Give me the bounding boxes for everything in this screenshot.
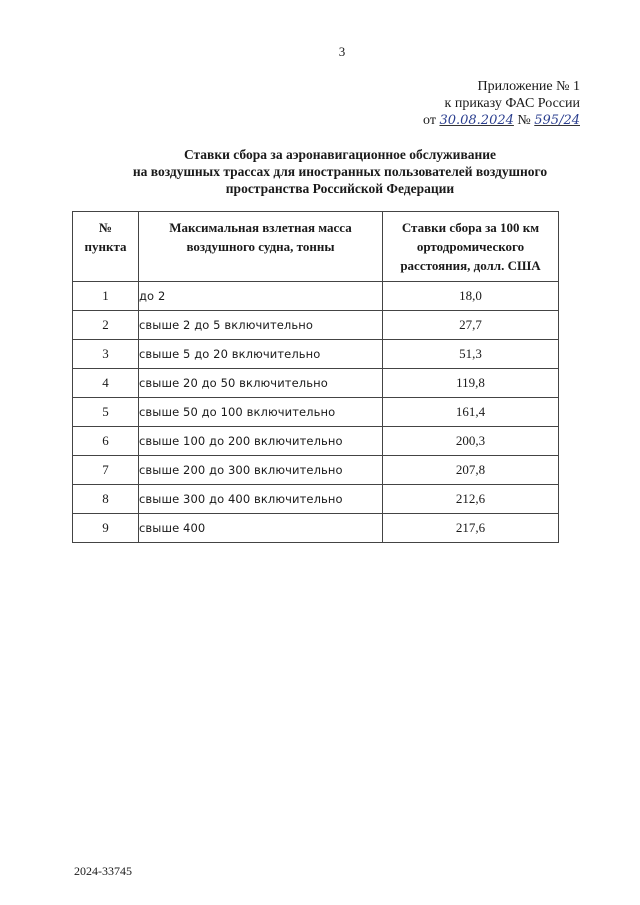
row-rate: 51,3 xyxy=(383,340,559,369)
row-mass: свыше 300 до 400 включительно xyxy=(139,485,383,514)
title-line-1: Ставки сбора за аэронавигационное обслуживание xyxy=(183,147,497,162)
row-rate: 119,8 xyxy=(383,369,559,398)
row-rate: 212,6 xyxy=(383,485,559,514)
row-mass: свыше 100 до 200 включительно xyxy=(139,427,383,456)
row-number: 2 xyxy=(73,311,139,340)
table-row xyxy=(73,369,559,398)
row-mass: свыше 2 до 5 включительно xyxy=(139,311,383,340)
row-number: 9 xyxy=(73,514,139,543)
row-number: 6 xyxy=(73,427,139,456)
header-item-number-line2: пункта xyxy=(84,239,127,254)
table-header-row xyxy=(73,212,559,282)
table-row xyxy=(73,514,559,543)
appendix-date-prefix: от xyxy=(423,113,436,128)
header-item-number xyxy=(73,212,139,282)
header-rate xyxy=(383,212,559,282)
table-row xyxy=(73,398,559,427)
appendix-block xyxy=(423,78,580,129)
row-number: 3 xyxy=(73,340,139,369)
appendix-order-ref: к приказу ФАС России xyxy=(444,96,580,111)
row-rate: 18,0 xyxy=(383,282,559,311)
appendix-number: 595/24 xyxy=(534,113,580,128)
table-row xyxy=(73,456,559,485)
table-row xyxy=(73,485,559,514)
row-rate: 161,4 xyxy=(383,398,559,427)
title-line-2: на воздушных трассах для иностранных пользователей воздушного xyxy=(132,164,548,179)
document-registration-id: 2024-33745 xyxy=(74,864,132,878)
row-number: 5 xyxy=(73,398,139,427)
row-mass: до 2 xyxy=(139,282,383,311)
document-title xyxy=(60,146,620,197)
header-item-number-line1: № xyxy=(98,220,113,235)
header-mass-line1: Максимальная взлетная масса xyxy=(169,220,352,235)
table-row xyxy=(73,340,559,369)
appendix-title: Приложение № 1 xyxy=(477,79,580,94)
row-mass: свыше 20 до 50 включительно xyxy=(139,369,383,398)
appendix-date: 30.08.2024 xyxy=(439,113,514,128)
header-rate-line1: Ставки сбора за 100 км xyxy=(401,220,540,235)
table-row xyxy=(73,311,559,340)
row-mass: свыше 400 xyxy=(139,514,383,543)
table-row xyxy=(73,282,559,311)
header-max-takeoff-mass xyxy=(139,212,383,282)
row-mass: свыше 5 до 20 включительно xyxy=(139,340,383,369)
page-number: 3 xyxy=(338,44,346,59)
row-mass: свыше 200 до 300 включительно xyxy=(139,456,383,485)
appendix-number-sign: № xyxy=(517,113,531,128)
row-number: 1 xyxy=(73,282,139,311)
table-row xyxy=(73,427,559,456)
row-rate: 217,6 xyxy=(383,514,559,543)
title-line-3: пространства Российской Федерации xyxy=(225,181,455,196)
row-rate: 200,3 xyxy=(383,427,559,456)
rates-table xyxy=(72,211,559,543)
row-number: 7 xyxy=(73,456,139,485)
row-number: 8 xyxy=(73,485,139,514)
row-number: 4 xyxy=(73,369,139,398)
row-mass: свыше 50 до 100 включительно xyxy=(139,398,383,427)
appendix-date-line xyxy=(423,112,580,129)
row-rate: 207,8 xyxy=(383,456,559,485)
header-rate-line2: ортодромического xyxy=(416,239,525,254)
header-mass-line2: воздушного судна, тонны xyxy=(186,239,335,254)
header-rate-line3: расстояния, долл. США xyxy=(400,258,541,273)
row-rate: 27,7 xyxy=(383,311,559,340)
